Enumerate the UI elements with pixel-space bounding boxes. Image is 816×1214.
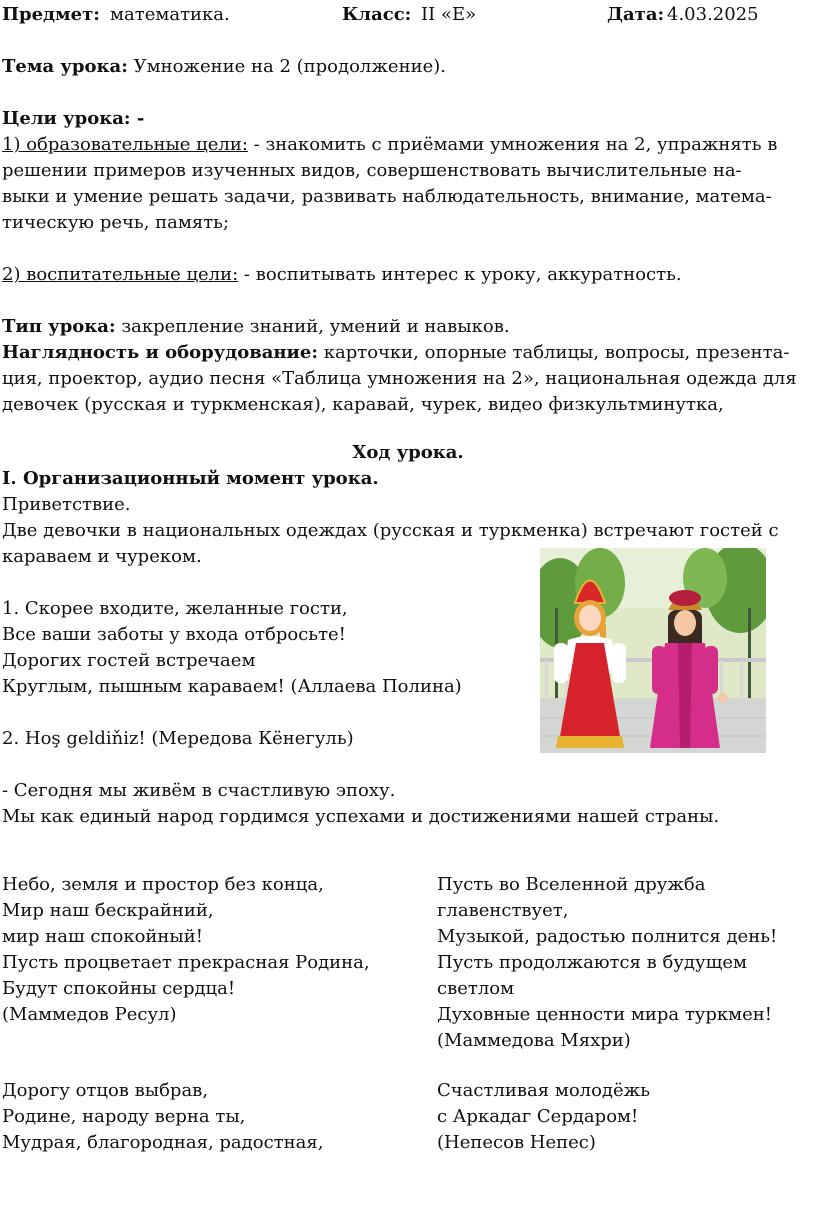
poem-line: Счастливая молодёжь <box>437 1080 651 1101</box>
section1-title: I. Организационный момент урока. <box>2 468 379 489</box>
poem-line: Родине, народу верна ты, <box>2 1106 246 1127</box>
poem-line: главенствует, <box>437 900 569 921</box>
poem-line: Пусть во Вселенной дружба <box>437 874 706 895</box>
poem-line: Духовные ценности мира туркмен! <box>437 1004 773 1025</box>
poem-line: Небо, земля и простор без конца, <box>2 874 324 895</box>
poem-author: (Маммедова Мяхри) <box>437 1030 631 1051</box>
speech-line: Мы как единый народ гордимся успехами и достижениями нашей страны. <box>2 806 720 827</box>
poem-line: светлом <box>437 978 515 999</box>
date-label: Дата: <box>607 4 665 25</box>
equipment-text: девочек (русская и туркменская), каравай, чурек, видео физкультминутка, <box>2 394 724 415</box>
lesson-type-label: Тип урока: <box>2 316 116 337</box>
course-title: Ход урока. <box>352 442 464 463</box>
educational-goals-text: тическую речь, память; <box>2 212 230 233</box>
educational-goals-line <box>2 132 777 158</box>
poem-line: Пусть процветает прекрасная Родина, <box>2 952 370 973</box>
poem-author: (Маммедов Ресул) <box>2 1004 177 1025</box>
intro-text: Две девочки в национальных одеждах (русская и туркменка) встречают гостей с <box>2 520 779 541</box>
poem-right-column-2 <box>437 1078 650 1156</box>
poem-line: с Аркадаг Сердаром! <box>437 1106 639 1127</box>
subject-label: Предмет: <box>2 4 100 25</box>
poem-line: Пусть продолжаются в будущем <box>437 952 747 973</box>
poem-left-column-2 <box>2 1078 323 1156</box>
goals-label: Цели урока: - <box>2 108 145 129</box>
equipment-text: ция, проектор, аудио песня «Таблица умножения на 2», национальная одежда для <box>2 368 797 389</box>
two-girls-illustration <box>540 548 766 753</box>
equipment-line <box>2 340 789 366</box>
intro-text: караваем и чуреком. <box>2 546 202 567</box>
speech-line: - Сегодня мы живём в счастливую эпоху. <box>2 780 396 801</box>
topic-label: Тема урока: <box>2 56 128 77</box>
upbringing-goals-label: 2) воспитательные цели: <box>2 264 239 285</box>
class-label: Класс: <box>342 4 412 25</box>
educational-goals-label: 1) образовательные цели: <box>2 134 248 155</box>
topic-line <box>2 54 446 80</box>
upbringing-goals-line <box>2 262 682 288</box>
educational-goals-text: - знакомить с приёмами умножения на 2, упражнять в <box>247 134 778 155</box>
poem-line: Музыкой, радостью полнится день! <box>437 926 778 947</box>
lesson-type-line <box>2 314 510 340</box>
date-value: 4.03.2025 <box>667 4 759 25</box>
equipment-label: Наглядность и оборудование: <box>2 342 319 363</box>
topic-value: Умножение на 2 (продолжение). <box>133 56 446 77</box>
poem-line: Мир наш бескрайний, <box>2 900 214 921</box>
poem-right-column-1 <box>437 872 777 1054</box>
lesson-type-value: закрепление знаний, умений и навыков. <box>115 316 510 337</box>
poem-line: Дорогу отцов выбрав, <box>2 1080 209 1101</box>
poem-author: (Непесов Непес) <box>437 1132 596 1153</box>
poem-line: мир наш спокойный! <box>2 926 203 947</box>
subject-value: математика. <box>110 4 230 25</box>
poem1-line: 1. Скорее входите, желанные гости, <box>2 598 348 619</box>
poem1-line: Все ваши заботы у входа отбросьте! <box>2 624 346 645</box>
poem2-line: 2. Hoş geldiňiz! (Мередова Кёнегуль) <box>2 728 354 749</box>
poem-line: Мудрая, благородная, радостная, <box>2 1132 324 1153</box>
educational-goals-text: выки и умение решать задачи, развивать наблюдательность, внимание, матема- <box>2 186 772 207</box>
greeting: Приветствие. <box>2 494 131 515</box>
upbringing-goals-text: - воспитывать интерес к уроку, аккуратность. <box>238 264 682 285</box>
poem-line: Будут спокойны сердца! <box>2 978 236 999</box>
poem1-line: Круглым, пышным караваем! (Аллаева Полина) <box>2 676 462 697</box>
educational-goals-text: решении примеров изученных видов, совершенствовать вычислительные на- <box>2 160 742 181</box>
poem-left-column-1 <box>2 872 370 1028</box>
class-value: II «Е» <box>421 4 477 25</box>
poem1-line: Дорогих гостей встречаем <box>2 650 256 671</box>
equipment-text: карточки, опорные таблицы, вопросы, презента- <box>318 342 790 363</box>
